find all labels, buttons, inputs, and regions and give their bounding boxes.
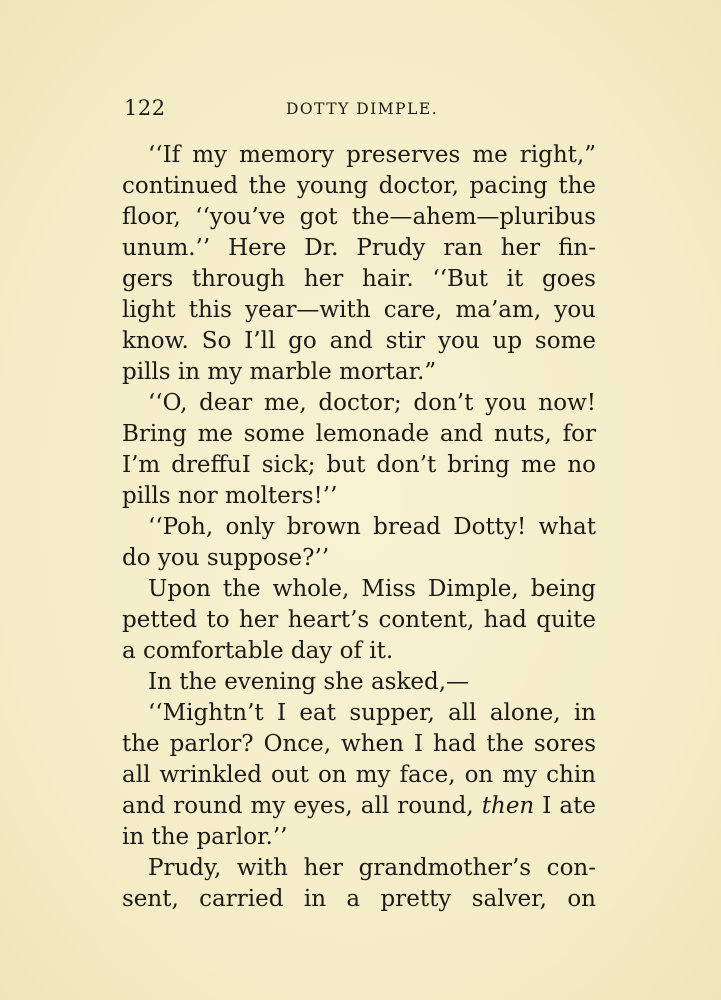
text-line: floor, ‘‘you’ve got the—ahem—pluribus [122,204,596,230]
page-header [124,96,598,122]
text-segment: and round my eyes, all round, [122,793,474,819]
text-line: I’m dreffuI sick; but don’t bring me no [122,452,596,478]
page-number: 122 [124,96,166,120]
text-line: all wrinkled out on my face, on my chin [122,762,596,788]
text-line: gers through her hair. ‘‘But it goes [122,266,596,292]
body-text [122,140,596,915]
text-line: do you suppose?’’ [122,545,330,571]
text-line-with-italic [122,791,596,822]
italic-word: then [481,793,535,819]
text-line: ‘‘O, dear me, doctor; don’t you now! [148,390,596,416]
text-line: ‘‘Poh, only brown bread Dotty! what [148,514,596,540]
text-line: pills in my marble mortar.” [122,359,437,385]
text-line: In the evening she asked,— [148,669,470,695]
text-line: know. So I’ll go and stir you up some [122,328,596,354]
text-line: Prudy, with her grandmother’s con- [148,855,596,881]
running-head: DOTTY DIMPLE. [286,100,439,118]
text-line: Bring me some lemonade and nuts, for [122,421,596,447]
text-line: a comfortable day of it. [122,638,394,664]
text-line: the parlor? Once, when I had the sores [122,731,596,757]
text-line: continued the young doctor, pacing the [122,173,596,199]
text-line: ‘‘Mightn’t I eat supper, all alone, in [148,700,596,726]
text-line: pills nor molters!’’ [122,483,338,509]
text-line: ‘‘If my memory preserves me right,” [148,142,596,168]
text-line: petted to her heart’s content, had quite [122,607,596,633]
text-segment: I ate [542,793,596,819]
text-line: in the parlor.’’ [122,824,288,850]
text-line: sent, carried in a pretty salver, on [122,886,596,912]
text-line: Upon the whole, Miss Dimple, being [148,576,596,602]
text-line: unum.’’ Here Dr. Prudy ran her fin- [122,235,596,261]
text-line: light this year—with care, ma’am, you [122,297,596,323]
